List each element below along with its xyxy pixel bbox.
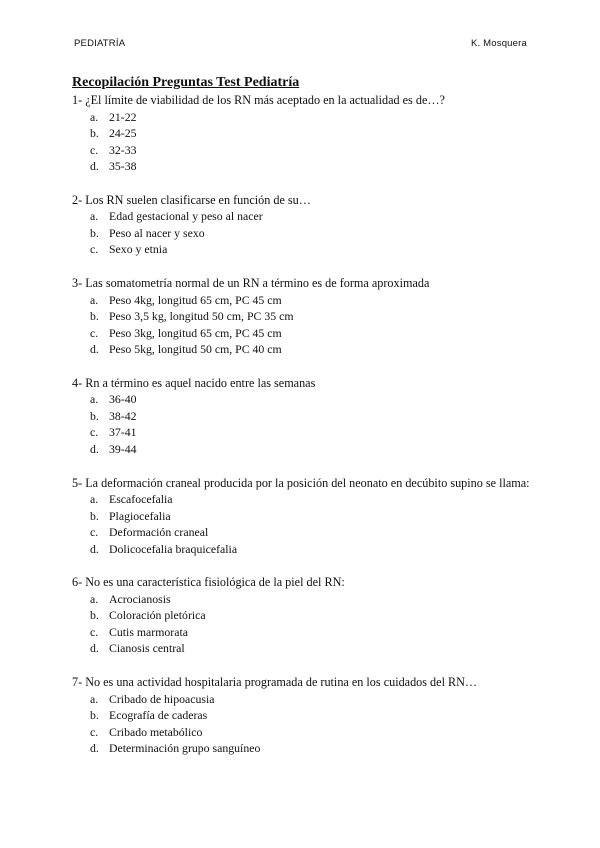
question-5 xyxy=(72,475,542,558)
answer-option xyxy=(90,158,542,175)
question-7 xyxy=(72,674,542,757)
answer-option xyxy=(90,441,542,458)
option-letter: c. xyxy=(90,425,99,440)
answer-option xyxy=(90,225,542,242)
option-text: 37-41 xyxy=(109,425,137,440)
option-letter: c. xyxy=(90,142,99,157)
option-letter: c. xyxy=(90,624,99,639)
option-list xyxy=(72,691,542,757)
option-letter: a. xyxy=(90,492,99,507)
option-letter: a. xyxy=(90,392,99,407)
answer-option xyxy=(90,624,542,641)
question-text: 3- Las somatometría normal de un RN a término es de forma aproximada xyxy=(72,276,430,291)
question-1 xyxy=(72,92,542,175)
option-letter: d. xyxy=(90,342,99,357)
option-letter: a. xyxy=(90,292,99,307)
answer-option xyxy=(90,308,542,325)
question-2 xyxy=(72,192,542,258)
option-text: Plagiocefalia xyxy=(109,508,171,523)
question-text: 1- ¿El límite de viabilidad de los RN más aceptado en la actualidad es de…? xyxy=(72,93,445,107)
option-text: Cribado de hipoacusia xyxy=(109,691,215,706)
answer-option xyxy=(90,640,542,657)
option-letter: c. xyxy=(90,242,99,257)
question-4 xyxy=(72,375,542,458)
option-text: Peso 4kg, longitud 65 cm, PC 45 cm xyxy=(109,292,282,307)
option-text: 32-33 xyxy=(109,142,137,157)
page-header xyxy=(74,38,527,49)
answer-option xyxy=(90,691,542,708)
option-letter: b. xyxy=(90,508,99,523)
question-text: 6- No es una característica fisiológica de la piel del RN: xyxy=(72,575,345,590)
option-letter: d. xyxy=(90,159,99,173)
option-letter: a. xyxy=(90,591,99,606)
option-letter: a. xyxy=(90,691,99,706)
answer-option xyxy=(90,325,542,342)
answer-option xyxy=(90,541,542,558)
option-letter: a. xyxy=(90,209,99,224)
option-text: 38-42 xyxy=(109,408,137,423)
answer-option xyxy=(90,292,542,309)
answer-option xyxy=(90,208,542,225)
option-letter: a. xyxy=(90,109,99,124)
header-author: K. Mosquera xyxy=(470,38,527,49)
option-letter: c. xyxy=(90,525,99,540)
option-text: Dolicocefalia braquicefalia xyxy=(109,541,238,556)
question-text: 2- Los RN suelen clasificarse en función de su… xyxy=(72,192,311,207)
option-text: Peso al nacer y sexo xyxy=(109,225,205,240)
option-text: Peso 5kg, longitud 50 cm, PC 40 cm xyxy=(109,342,282,357)
option-text: Peso 3kg, longitud 65 cm, PC 45 cm xyxy=(109,325,282,340)
answer-option xyxy=(90,408,542,425)
option-text: 36-40 xyxy=(109,392,137,407)
option-letter: b. xyxy=(90,126,99,140)
answer-option xyxy=(90,740,542,757)
answer-option xyxy=(90,391,542,408)
answer-option xyxy=(90,341,542,358)
question-text: 7- No es una actividad hospitalaria programada de rutina en los cuidados del RN… xyxy=(72,675,478,690)
option-letter: c. xyxy=(90,724,99,739)
answer-option xyxy=(90,125,542,142)
answer-option xyxy=(90,524,542,541)
option-letter: b. xyxy=(90,225,99,240)
option-text: Edad gestacional y peso al nacer xyxy=(109,209,263,224)
option-text: Coloración pletórica xyxy=(109,608,206,623)
answer-option xyxy=(90,491,542,508)
document-title: Recopilación Preguntas Test Pediatría xyxy=(72,75,300,90)
question-text: 4- Rn a término es aquel nacido entre las semanas xyxy=(72,375,316,390)
answer-option xyxy=(90,109,542,126)
question-6 xyxy=(72,574,542,657)
question-3 xyxy=(72,275,542,358)
option-text: 24-25 xyxy=(109,126,137,140)
option-list xyxy=(72,208,542,258)
question-text: 5- La deformación craneal producida por la posición del neonato en decúbito supino se llama: xyxy=(72,475,530,490)
answer-option xyxy=(90,591,542,608)
answer-option xyxy=(90,241,542,258)
answer-option xyxy=(90,508,542,525)
option-list xyxy=(72,491,542,557)
option-text: Deformación craneal xyxy=(109,525,209,540)
option-list xyxy=(72,292,542,358)
option-list xyxy=(72,109,542,175)
option-list xyxy=(72,591,542,657)
header-subject: PEDIATRÍA xyxy=(74,38,126,49)
option-text: Sexo y etnia xyxy=(109,242,168,257)
option-letter: c. xyxy=(90,325,99,340)
option-letter: d. xyxy=(90,441,99,456)
answer-option xyxy=(90,142,542,159)
option-letter: d. xyxy=(90,641,99,656)
option-text: Cribado metabólico xyxy=(109,724,203,739)
option-letter: b. xyxy=(90,708,99,723)
option-letter: b. xyxy=(90,309,99,324)
option-text: Ecografía de caderas xyxy=(109,708,208,723)
option-text: 39-44 xyxy=(109,441,137,456)
option-letter: d. xyxy=(90,741,99,756)
option-text: Escafocefalia xyxy=(109,492,173,507)
answer-option xyxy=(90,607,542,624)
option-text: Determinación grupo sanguíneo xyxy=(109,741,261,756)
question-list xyxy=(72,92,542,757)
option-letter: d. xyxy=(90,541,99,556)
option-letter: b. xyxy=(90,608,99,623)
option-text: Acrocianosis xyxy=(109,591,171,606)
option-text: Peso 3,5 kg, longitud 50 cm, PC 35 cm xyxy=(109,309,294,324)
option-list xyxy=(72,391,542,457)
option-text: Cianosis central xyxy=(109,641,185,656)
option-letter: b. xyxy=(90,408,99,423)
answer-option xyxy=(90,707,542,724)
answer-option xyxy=(90,724,542,741)
answer-option xyxy=(90,424,542,441)
option-text: 35-38 xyxy=(109,159,137,173)
option-text: 21-22 xyxy=(109,109,137,124)
document-body xyxy=(72,74,542,774)
option-text: Cutis marmorata xyxy=(109,624,188,639)
